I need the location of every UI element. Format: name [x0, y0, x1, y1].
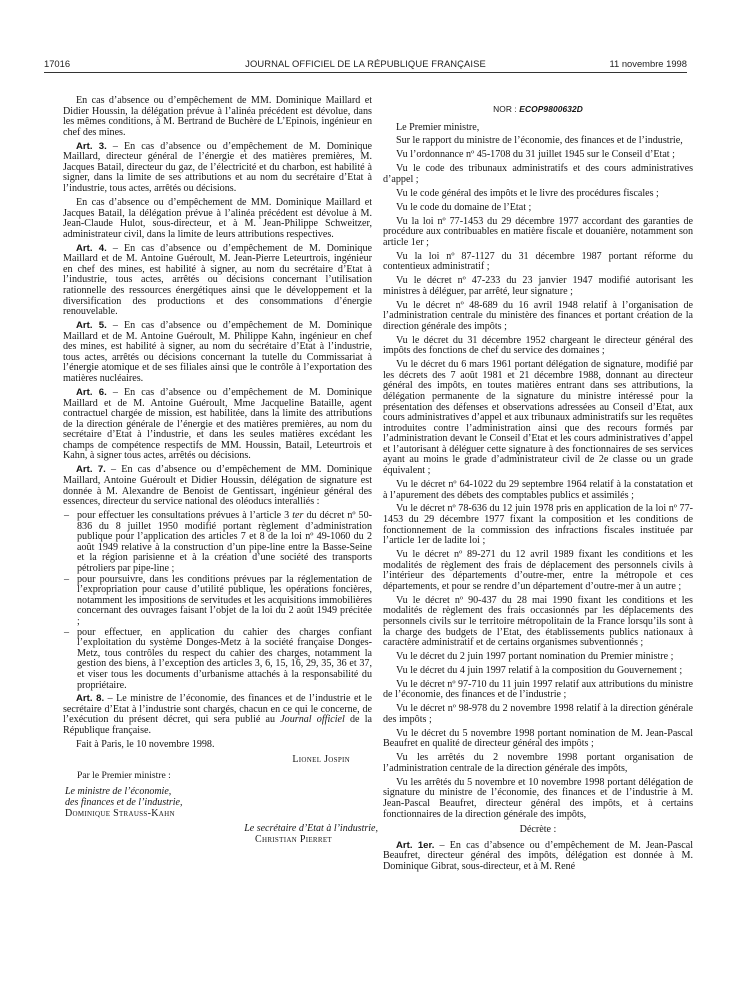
minister-title: des finances et de l’industrie,	[65, 796, 183, 808]
visa: Vu le décret du 5 novembre 1998 portant nomination de M. Jean-Pascal Beaufret en qualité de directeur général des impôts ;	[383, 727, 693, 750]
visa: Vu l’ordonnance nº 45-1708 du 31 juillet 1945 sur le Conseil d’Etat ;	[396, 149, 675, 161]
left-column	[63, 95, 378, 845]
visa: Vu le décret nº 47-233 du 23 janvier 1947 modifié autorisant les ministres à déléguer, par arrêté, leur signature ;	[383, 275, 693, 297]
visa: Vu le code général des impôts et le livre des procédures fiscales ;	[396, 187, 659, 199]
article-text: – En cas d’absence ou d’empêchement de M. Jean-Pascal Beaufret, directeur général des impôts, délégation est donnée à M. Dominique Gibrat, sous-directeur, et à M. René	[383, 839, 693, 872]
minister-title: Le ministre de l’économie,	[65, 785, 172, 797]
visa: Vu le décret nº 98-978 du 2 novembre 1998 relatif à la direction générale des impôts ;	[383, 703, 693, 725]
article-3	[63, 142, 372, 195]
article-text: – En cas d’absence ou d’empêchement de M. Dominique Maillard et de M. Antoine Guéroult, M. Philippe Kahn, ingénieur en chef des mines, est habilité à signer, au nom du secrétaire d’Etat à l’industrie, tous actes, arrêtés ou décisions concernant la tutelle du Commissariat à l’énergie atomique et de ses filiales ainsi que le contrôle à l’exportation des matières nucléaires.	[63, 320, 372, 385]
article-label: Art. 3.	[76, 140, 107, 152]
signature-block	[63, 753, 378, 845]
list-item: – pour poursuivre, dans les conditions prévues par la réglementation de l’expropriation pour cause d’utilité publique, les opérations foncières, notamment les impositions de servitudes et les acquisitions immobilières concernant des ouvrages faisant l’objet de la loi du 2 août 1949 précitée ;	[72, 575, 372, 628]
article-7-list	[63, 511, 372, 691]
article-label: Art. 1er.	[396, 839, 435, 851]
signatory-prime-minister: Lionel Jospin	[292, 753, 350, 765]
visa: Vu le décret du 4 juin 1997 relatif à la composition du Gouvernement ;	[396, 664, 683, 676]
visa: Vu le décret du 31 décembre 1952 chargeant le directeur général des impôts des fonctions de chef du service des domaines ;	[383, 334, 693, 357]
list-item: – pour effectuer les consultations prévues à l’article 3 ter du décret nº 50-836 du 8 juillet 1950 modifié portant règlement d’administration publique pour l’application des articles 7 et 8 de la loi nº 49-1060 du 2 août 1949 relative à la construction d’un pipe-line entre la Basse-Seine et la région parisienne et à la création d’une société des transports pétroliers par pipe-line ;	[72, 511, 372, 575]
visa: Vu le code des tribunaux administratifs et des cours administratives d’appel ;	[383, 163, 693, 185]
visa: Vu les arrêtés du 5 novembre et 10 novembre 1998 portant délégation de signature du ministre de l’économie, des finances et de l’industrie à M. Jean-Pascal Beaufret, directeur général des impôts, et à certains fonctionnaires de la direction générale des impôts,	[383, 776, 693, 820]
article-label: Art. 7.	[76, 464, 106, 476]
right-column	[383, 104, 693, 876]
article-text: – En cas d’absence ou d’empêchement de M. Dominique Maillard et de M. Antoine Guéroult, M. Jean-Pierre Leteurtrois, ingénieur en chef des mines, est habilité à signer, au nom du secrétaire d’Etat à l’industrie, tous actes, arrêtés ou décisions concernant l’utilisation rationnelle des ressources énergétiques ainsi que le développement et la diversification des productions et des consommations d’énergie renouvelable.	[63, 242, 372, 318]
article-label: Art. 4.	[76, 242, 107, 254]
decrete-heading: Décrète :	[519, 824, 557, 836]
list-item: – pour effectuer, en application du cahier des charges confiant l’exploitation du système Donges-Metz à la société française Donges-Metz, tous contrôles du respect du cahier des charges, notamment la gestion des biens, à l’exception des articles 3, 6, 15, 16, 29, 35, 36 et 37, et viser tous les documents d’urbanisme attachés à la responsabilité du propriétaire.	[72, 628, 372, 692]
visa: Vu le décret nº 89-271 du 12 avril 1989 fixant les conditions et les modalités de règlement des frais de déplacement des personnels civils à l’intérieur des départements d’outre-mer, entre la métropole et ces départements, et pour se rendre d’un département d’outre-mer à un autre ;	[383, 549, 693, 592]
article-4	[63, 244, 372, 318]
visa: Vu le code du domaine de l’Etat ;	[396, 201, 532, 213]
page-number: 17016	[44, 58, 71, 69]
visa: Vu le décret nº 78-636 du 12 juin 1978 pris en application de la loi nº 77-1453 du 29 décembre 1977 fixant la composition et les conditions de fonctionnement de la commission des infractions fiscales instituée par l’article 1er de ladite loi ;	[383, 503, 693, 547]
paragraph: Sur le rapport du ministre de l’économie, des finances et de l’industrie,	[396, 135, 683, 147]
visa: Vu le décret du 2 juin 1997 portant nomination du Premier ministre ;	[396, 651, 674, 663]
visa: Vu le décret du 6 mars 1961 portant délégation de signature, modifié par les décrets des 7 août 1981 et 21 décembre 1988, donnant au directeur général des impôts, en toutes matières entrant dans ses attributions, la délégation permanente de la signature du ministre intéressé pour la présentation des défenses et observations adressées au Conseil d’Etat, aux cours administratives d’appel et aux tribunaux administratifs sur les requêtes introduites contre l’administration ainsi que des recours formés par l’administration devant le Conseil d’Etat et les cours administratives d’appel et l’autorisant à déléguer cette signature à des fonctionnaires de ses services ayant au moins le grade d’administrateur civil de 2e classe ou un grade équivalent ;	[383, 359, 693, 477]
issue-date: 11 novembre 1998	[609, 58, 687, 69]
visa: Vu la loi nº 77-1453 du 29 décembre 1977 accordant des garanties de procédure aux contribuables en matière fiscale et douanière, notamment son article 1er ;	[383, 215, 693, 248]
article-label: Art. 6.	[76, 386, 107, 398]
article-text: – En cas d’absence ou d’empêchement de M. Dominique Maillard et de M. Antoine Guéroult, Mme Jacqueline Bataille, agent contractuel chargée de mission, est habilitée, dans la limite des attributions de la direction générale de l’énergie et des matières premières, au nom du secrétaire d’Etat à l’industrie, et dans les seules matières excédant les champs de compétence respectifs de MM. Houssin, Batail, Leteurtrois et Kahn, à signer tous actes, arrêtés ou décisions.	[63, 386, 372, 462]
article-text: – En cas d’absence ou d’empêchement de M. Dominique Maillard, directeur général de l’énergie et des matières premières, M. Jacques Batail, directeur du gaz, de l’électricité et du charbon, est habilité à signer, dans la limite de ses attributions et au nom du secrétaire d’Etat à l’industrie, tous actes, arrêtés ou décisions.	[63, 140, 372, 195]
nor-reference: NOR : ECOP9800632D	[493, 104, 583, 114]
article-7	[63, 465, 372, 507]
running-header	[44, 58, 687, 72]
paragraph: Le Premier ministre,	[396, 121, 480, 133]
visa: Vu la loi nº 87-1127 du 31 décembre 1987 portant réforme du contentieux administratif ;	[383, 250, 693, 273]
by-prime-minister: Par le Premier ministre :	[77, 769, 171, 781]
article-label: Art. 5.	[76, 320, 107, 332]
article-8: Art. 8. – Le ministre de l’économie, des finances et de l’industrie et le secrétaire d’Etat à l’industrie sont chargés, chacun en ce qui le concerne, de l’exécution du présent décret, qui sera publié au Journal officiel de la République française.	[63, 693, 373, 736]
secretary-name: Christian Pierret	[255, 833, 332, 845]
minister-name: Dominique Strauss-Kahn	[65, 807, 175, 819]
done-at: Fait à Paris, le 10 novembre 1998.	[76, 738, 215, 750]
paragraph: En cas d’absence ou d’empêchement de MM. Dominique Maillard et Jacques Batail, la délégation prévue à l’alinéa précédent est dévolue à M. Jean-Claude Hulot, sous-directeur, et à M. Jean-Philippe Schweitzer, administrateur civil, dans la limite de leurs attributions respectives.	[63, 196, 372, 240]
secretary-title: Le secrétaire d’Etat à l’industrie,	[244, 822, 378, 834]
paragraph: En cas d’absence ou d’empêchement de MM. Dominique Maillard et Didier Houssin, la délégation prévue à l’alinéa précédent est dévolue, dans les mêmes conditions, à M. Bertrand de Buchère de L’Epinois, ingénieur en chef des mines.	[63, 95, 372, 138]
header-rule	[44, 72, 687, 73]
journal-title: JOURNAL OFFICIEL DE LA RÉPUBLIQUE FRANÇAISE	[245, 58, 486, 69]
article-1	[383, 841, 693, 873]
article-6	[63, 388, 372, 462]
visa: Vu le décret nº 48-689 du 16 avril 1948 relatif à l’organisation de l’administration centrale du ministère des finances et portant création de la direction générale des impôts ;	[383, 299, 693, 332]
visa: Vu le décret nº 90-437 du 28 mai 1990 fixant les conditions et les modalités de règlement des frais occasionnés par les déplacements des personnels civils sur le territoire métropolitain de la France lorsqu’ils sont à la charge des budgets de l’Etat, des établissements publics nationaux à caractère administratif et de certains organismes subventionnés ;	[383, 594, 693, 649]
article-5	[63, 321, 372, 385]
visa: Vu les arrêtés du 2 novembre 1998 portant organisation de l’administration centrale de la direction générale des impôts,	[383, 752, 693, 774]
visa: Vu le décret nº 64-1022 du 29 septembre 1964 relatif à la constatation et à l’apurement des débets des comptables publics et assimilés ;	[383, 478, 693, 501]
visa: Vu le décret nº 97-710 du 11 juin 1997 relatif aux attributions du ministre de l’économie, des finances et de l’industrie ;	[383, 678, 693, 701]
article-label: Art. 8.	[76, 693, 105, 705]
article-text: – En cas d’absence ou d’empêchement de MM. Dominique Maillard, Antoine Guéroult et Didier Houssin, délégation de signature est donnée à M. Alexandre de Benoist de Gentissart, ingénieur général des essences, directeur du service national des oléoducs interalliés :	[63, 464, 372, 508]
